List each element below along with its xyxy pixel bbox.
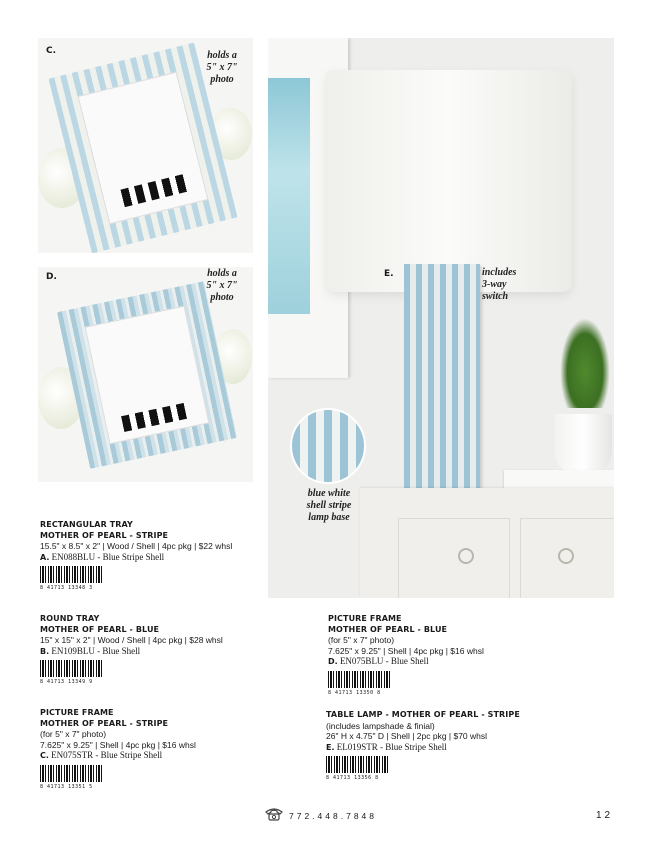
barcode-number: 8 41713 13351 5 <box>40 783 93 790</box>
cabinet-handle <box>458 548 474 564</box>
caption-d-holds: holds a 5" x 7" photo <box>206 268 238 303</box>
product-spec: 15" x 15" x 2" | Wood / Shell | 4pc pkg | $28 whsl <box>40 635 223 645</box>
product-subtitle: MOTHER OF PEARL - STRIPE <box>40 530 169 540</box>
barcode <box>328 671 392 688</box>
barcode-number: 8 41713 13356 8 <box>326 775 379 781</box>
product-code: EN075BLU - Blue Shell <box>339 656 429 666</box>
product-letter: C. <box>40 751 49 760</box>
product-round-tray <box>40 614 270 688</box>
barcode <box>40 566 104 583</box>
label-d: D. <box>46 272 57 282</box>
footer-phone: 772.448.7848 <box>289 811 377 821</box>
cabinet <box>360 488 614 598</box>
product-code: EN088BLU - Blue Stripe Shell <box>51 551 165 562</box>
product-spec: 7.625" x 9.25" | Shell | 4pc pkg | $16 whsl <box>40 739 196 750</box>
product-subtitle: MOTHER OF PEARL - BLUE <box>40 624 160 634</box>
caption-c-holds: holds a 5" x 7" photo <box>206 50 238 85</box>
barcode <box>40 765 104 782</box>
product-letter: B. <box>40 646 50 656</box>
barcode-number: 8 41713 13348 3 <box>40 585 93 591</box>
product-spec: 15.5" x 8.5" x 2" | Wood / Shell | 4pc pkg | $22 whsl <box>40 541 233 551</box>
product-letter: E. <box>326 742 335 752</box>
caption-e-base: blue white shell stripe lamp base <box>306 488 352 523</box>
product-spec: 26" H x 4.75" D | Shell | 2pc pkg | $70 whsl <box>326 731 488 741</box>
product-table-lamp <box>326 710 566 784</box>
blue-frame <box>57 281 237 469</box>
lamp-base-detail <box>290 408 366 484</box>
plant-pot <box>554 414 612 476</box>
product-code: EL019STR - Blue Stripe Shell <box>336 741 447 752</box>
telephone-icon <box>264 806 284 822</box>
product-letter: A. <box>40 552 50 562</box>
product-note: (for 5" x 7" photo) <box>328 635 395 645</box>
page-number: 12 <box>596 810 614 821</box>
barcode-number: 8 41713 13350 8 <box>328 689 381 696</box>
product-frame-blue <box>328 614 558 698</box>
product-spec: 7.625" x 9.25" | Shell | 4pc pkg | $16 whsl <box>328 645 484 656</box>
product-title: PICTURE FRAME <box>328 614 402 623</box>
lamp-base <box>404 264 480 494</box>
barcode-number: 8 41713 13349 9 <box>40 679 93 685</box>
barcode <box>40 660 104 677</box>
product-subtitle: MOTHER OF PEARL - STRIPE <box>40 718 169 728</box>
product-letter: D. <box>328 657 338 666</box>
cabinet-handle <box>558 548 574 564</box>
barcode <box>326 756 390 773</box>
product-title: TABLE LAMP - MOTHER OF PEARL - STRIPE <box>326 710 520 719</box>
product-code: EN075STR - Blue Stripe Shell <box>51 750 163 760</box>
label-c: C. <box>46 46 57 56</box>
wall-art-blue <box>268 78 310 314</box>
product-note: (for 5" x 7" photo) <box>40 729 107 739</box>
potted-plant <box>560 318 610 408</box>
lampshade <box>326 70 572 292</box>
product-subtitle: MOTHER OF PEARL - BLUE <box>328 624 448 634</box>
label-e: E. <box>384 269 394 279</box>
product-title: ROUND TRAY <box>40 614 100 623</box>
product-code: EN109BLU - Blue Shell <box>51 645 141 656</box>
product-title: RECTANGULAR TRAY <box>40 520 133 529</box>
product-frame-stripe <box>40 708 270 792</box>
product-note: (includes lampshade & finial) <box>326 720 435 731</box>
product-rectangular-tray <box>40 520 270 594</box>
caption-e-switch: includes 3-way switch <box>482 267 517 302</box>
product-title: PICTURE FRAME <box>40 708 114 717</box>
